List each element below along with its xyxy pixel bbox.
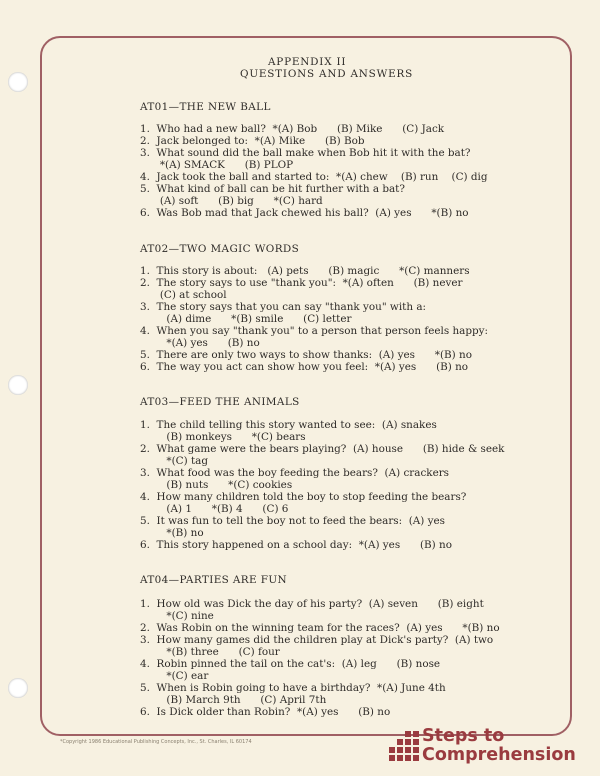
question-line: 2. The story says to use "thank you": *(A) often (B) never [140, 277, 463, 289]
section-title: AT03—FEED THE ANIMALS [140, 396, 300, 408]
question-line: 5. What kind of ball can be hit further with a bat? [140, 183, 405, 195]
question-line: 6. The way you act can show how you feel: *(A) yes (B) no [140, 361, 469, 373]
question-line: 2. What game were the bears playing? (A) house (B) hide & seek [140, 443, 505, 455]
question-line: 1. How old was Dick the day of his party? (A) seven (B) eight [140, 598, 484, 610]
answer-line: *(C) ear [140, 670, 209, 682]
logo-squares-icon [389, 731, 419, 761]
question-line: 6. Is Dick older than Robin? *(A) yes (B) no [140, 706, 391, 718]
page-subtitle: QUESTIONS AND ANSWERS [240, 68, 413, 80]
question-line: 1. Who had a new ball? *(A) Bob (B) Mike (C) Jack [140, 123, 445, 135]
answer-line: (A) 1 *(B) 4 (C) 6 [140, 503, 289, 515]
question-line: 4. When you say "thank you" to a person that person feels happy: [140, 325, 489, 337]
question-line: 5. It was fun to tell the boy not to feed the bears: (A) yes [140, 515, 446, 527]
answer-line: *(C) tag [140, 455, 209, 467]
answer-line: *(A) SMACK (B) PLOP [140, 159, 294, 171]
steps-to-comprehension-logo [389, 727, 589, 767]
question-line: 4. Jack took the ball and started to: *(A) chew (B) run (C) dig [140, 171, 488, 183]
copyright-notice: *Copyright 1986 Educational Publishing Concepts, Inc., St. Charles, IL 60174 [60, 739, 252, 745]
answer-line: *(A) yes (B) no [140, 337, 260, 349]
answer-line: (A) soft (B) big *(C) hard [140, 195, 323, 207]
question-line: 1. The child telling this story wanted to see: (A) snakes [140, 419, 437, 431]
question-line: 2. Jack belonged to: *(A) Mike (B) Bob [140, 135, 365, 147]
question-line: 5. There are only two ways to show thanks: (A) yes *(B) no [140, 349, 472, 361]
question-line: 5. When is Robin going to have a birthday? *(A) June 4th [140, 682, 446, 694]
answer-line: (B) March 9th (C) April 7th [140, 694, 327, 706]
question-line: 1. This story is about: (A) pets (B) magic *(C) manners [140, 265, 470, 277]
answer-line: (B) monkeys *(C) bears [140, 431, 306, 443]
answer-line: (B) nuts *(C) cookies [140, 479, 293, 491]
question-line: 3. How many games did the children play at Dick's party? (A) two [140, 634, 494, 646]
logo-line-2: Comprehension [422, 745, 576, 765]
section-title: AT01—THE NEW BALL [140, 101, 271, 113]
question-line: 3. What sound did the ball make when Bob hit it with the bat? [140, 147, 471, 159]
answer-line: *(B) no [140, 527, 204, 539]
question-line: 3. The story says that you can say "thank you" with a: [140, 301, 427, 313]
answer-line: (A) dime *(B) smile (C) letter [140, 313, 352, 325]
question-line: 4. Robin pinned the tail on the cat's: (A) leg (B) nose [140, 658, 441, 670]
answer-line: *(B) three (C) four [140, 646, 280, 658]
question-line: 2. Was Robin on the winning team for the races? (A) yes *(B) no [140, 622, 500, 634]
logo-line-1: Steps to [422, 726, 505, 746]
section-title: AT04—PARTIES ARE FUN [140, 574, 287, 586]
answer-line: (C) at school [140, 289, 227, 301]
logo-wordmark [422, 727, 576, 765]
question-line: 6. Was Bob mad that Jack chewed his ball? (A) yes *(B) no [140, 207, 469, 219]
question-line: 3. What food was the boy feeding the bears? (A) crackers [140, 467, 450, 479]
question-line: 4. How many children told the boy to stop feeding the bears? [140, 491, 467, 503]
question-line: 6. This story happened on a school day: *(A) yes (B) no [140, 539, 452, 551]
answer-line: *(C) nine [140, 610, 214, 622]
page-title: APPENDIX II [268, 56, 347, 68]
section-title: AT02—TWO MAGIC WORDS [140, 243, 300, 255]
